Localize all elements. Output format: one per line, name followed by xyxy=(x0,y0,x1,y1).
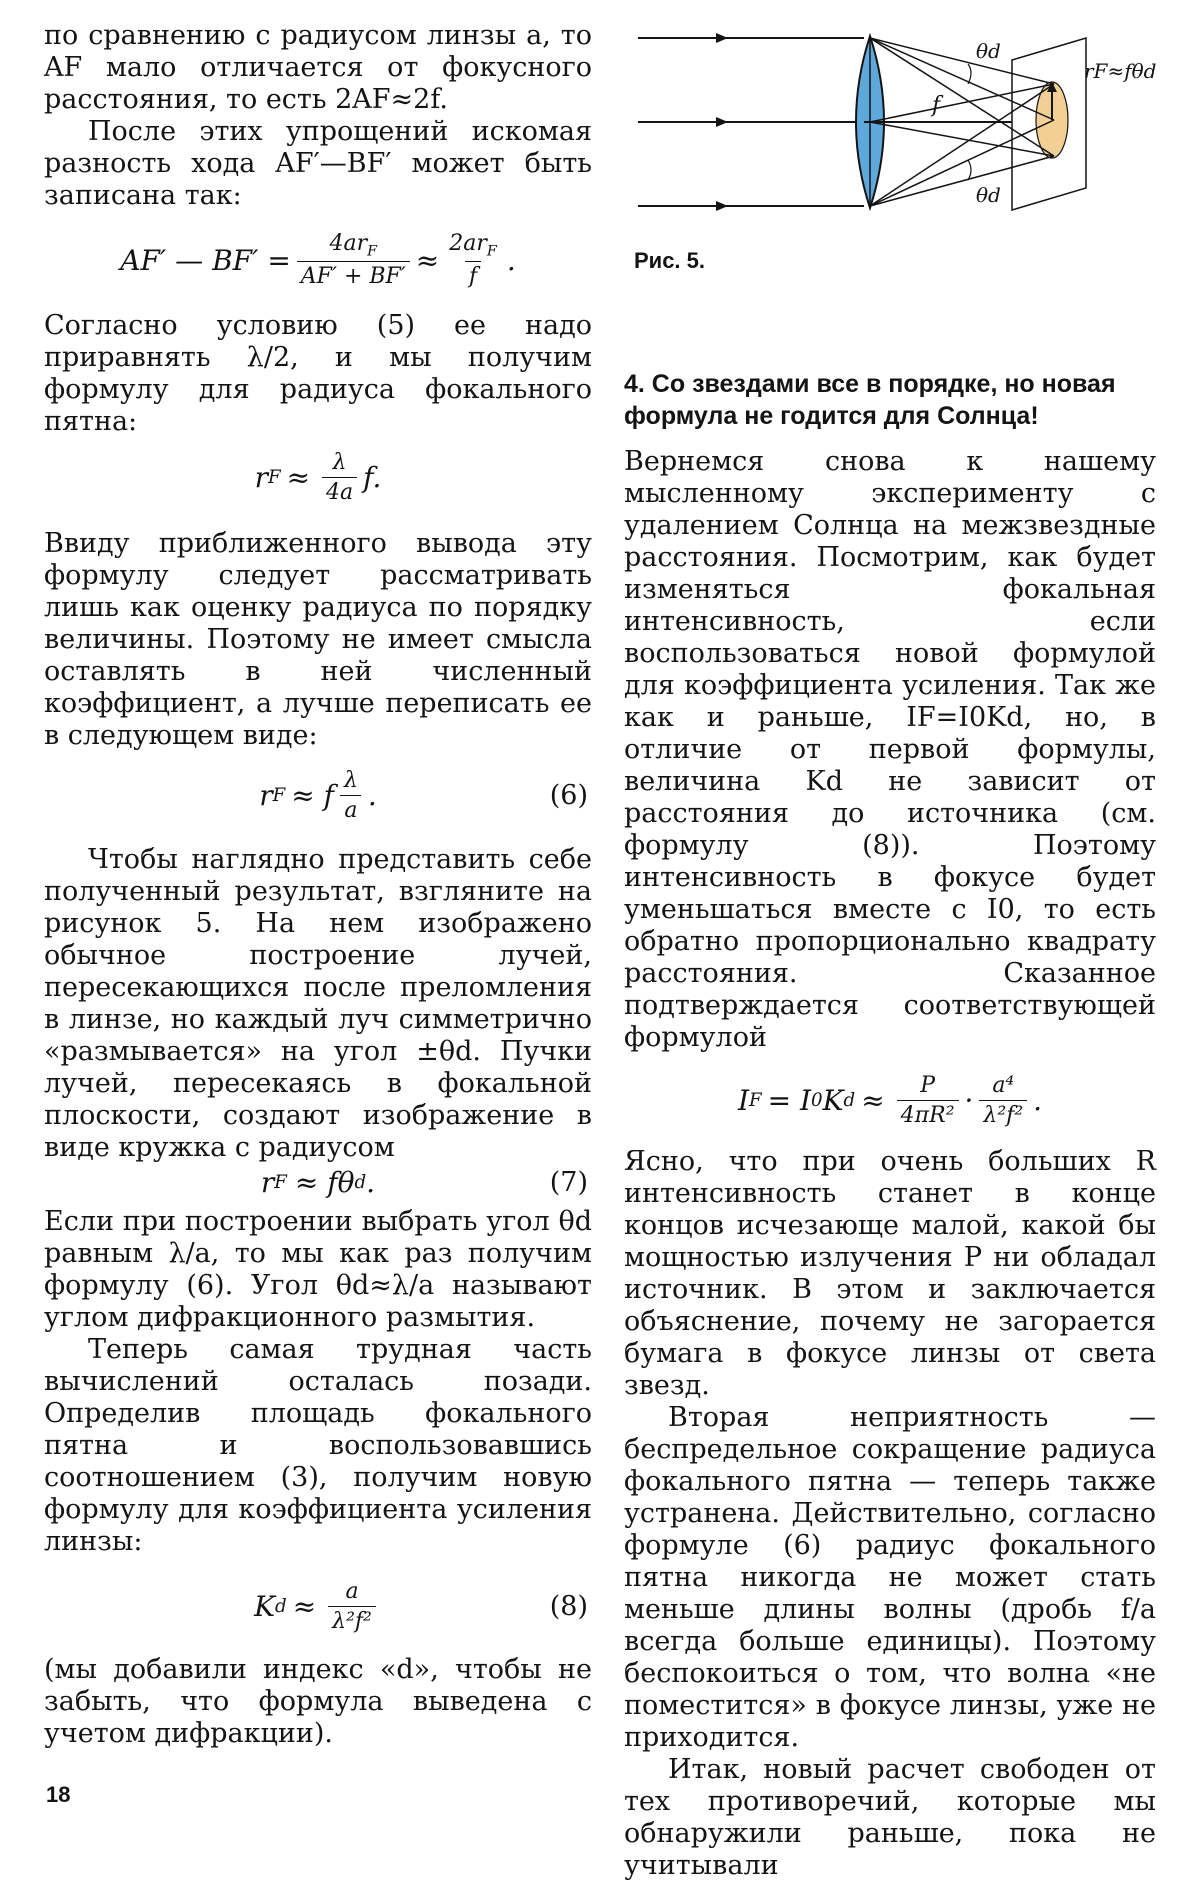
right-column xyxy=(624,20,1156,1882)
formula-lhs: r xyxy=(254,460,268,494)
fraction xyxy=(322,450,357,505)
formula-lhs: r xyxy=(260,1165,275,1199)
equation-number: (8) xyxy=(549,1590,588,1622)
formula-8 xyxy=(44,1558,592,1654)
subscript: d xyxy=(275,1595,287,1617)
formula-lhs: AF′ — BF′ = xyxy=(120,243,291,277)
left-column xyxy=(44,20,592,1750)
formula-rhs: f. xyxy=(363,460,382,494)
formula-end: . xyxy=(366,1165,376,1199)
label-theta-bottom: θd xyxy=(976,183,1001,207)
formula-end: . xyxy=(367,778,377,812)
fraction xyxy=(340,768,362,823)
multiply-dot: · xyxy=(964,1083,974,1117)
label-f: f xyxy=(932,93,941,118)
approx-sign: ≈ xyxy=(861,1083,885,1117)
paragraph-3: Согласно условию (5) ее надо приравнять λ/2, и мы получим формулу для радиуса фокального пятна: xyxy=(44,310,592,437)
subscript: d xyxy=(843,1089,856,1111)
fraction xyxy=(328,1579,376,1634)
paragraph-7: Теперь самая трудная часть вычислений осталась позади. Определив площадь фокального пятна и воспользовавшись соотношением (3), получим новую формулу для коэффициента усиления линзы: xyxy=(44,1334,592,1557)
subscript: F xyxy=(749,1089,762,1111)
fraction-1 xyxy=(897,1073,959,1128)
arrow-head xyxy=(716,117,728,127)
formula-lhs: K xyxy=(254,1589,276,1623)
approx-sign: ≈ xyxy=(292,1589,317,1623)
formula-end: . xyxy=(506,243,516,277)
paragraph-r1: Вернемся снова к нашему мысленному эксперименту с удалением Солнца на межзвездные расстояния. Посмотрим, как будет изменяться фокальная интенсивность, если воспользоваться новой формулой для коэффициента усиления. Так же как и раньше, IF=I0Kd, но, в отличие от первой формулы, величина Kd не зависит от расстояния до источника (см. формулу (8)). Поэтому интенсивность в фокусе будет уменьшаться вместе с I0, то есть обратно пропорционально квадрату расстояния. Сказанное подтверждается соответствующей формулой xyxy=(624,446,1156,1053)
figure-caption: Рис. 5. xyxy=(634,248,706,273)
paragraph-5: Чтобы наглядно представить себе полученный результат, взгляните на рисунок 5. На нем изображено обычное построение лучей, пересекающихся после преломления в линзе, но каждый луч симметрично «размывается» на угол ±θd. Пучки лучей, пересекаясь в фокальной плоскости, создают изображение в виде кружка с радиусом xyxy=(44,844,592,1163)
paragraph-2: После этих упрощений искомая разность хода AF′—BF′ может быть записана так: xyxy=(44,116,592,211)
lens-diagram xyxy=(624,20,1156,280)
angle-arc-top xyxy=(968,64,971,84)
formula-mid: = I xyxy=(767,1083,812,1117)
subscript: F xyxy=(274,1171,287,1193)
formula-7 xyxy=(44,1164,592,1200)
formula-6 xyxy=(44,752,592,838)
section-title: 4. Со звездами все в порядке, но новая формула не годится для Солнца! xyxy=(624,370,1116,430)
fraction-2 xyxy=(979,1073,1027,1128)
formula-rhs: ≈ fθ xyxy=(294,1165,355,1199)
label-theta-top: θd xyxy=(976,39,1001,63)
label-rf: rF≈fθd xyxy=(1084,59,1156,83)
fraction-denominator: λ²f² xyxy=(328,1606,376,1634)
fraction-numerator: a⁴ xyxy=(992,1072,1015,1098)
fraction-denominator: f xyxy=(465,261,481,289)
fraction-denominator: a xyxy=(340,795,361,823)
formula-lhs: r xyxy=(259,778,273,812)
formula-end: . xyxy=(1033,1083,1043,1117)
approx-sign: ≈ xyxy=(415,243,440,277)
subscript: F xyxy=(367,243,378,260)
subscript: F xyxy=(272,784,286,806)
fraction-numerator: P xyxy=(920,1072,935,1098)
fraction-denominator: 4πR² xyxy=(897,1100,959,1128)
formula-path-difference xyxy=(44,220,592,300)
fraction-1 xyxy=(297,231,410,289)
paragraph-8: (мы добавили индекс «d», чтобы не забыть, что формула выведена с учетом дифракции). xyxy=(44,1654,592,1749)
fraction-denominator: 4a xyxy=(322,477,357,505)
formula-focal-radius xyxy=(44,438,592,516)
paragraph-1: по сравнению с радиусом линзы a, то AF мало отличается от фокусного расстояния, то есть 2AF≈2f. xyxy=(44,20,592,115)
fraction-numerator: 4ar xyxy=(329,230,368,256)
fraction-denominator: AF′ + BF′ xyxy=(297,261,410,289)
subscript: d xyxy=(354,1171,367,1193)
approx-sign: ≈ xyxy=(286,460,311,494)
paragraph-4: Ввиду приближенного вывода эту формулу следует рассматривать лишь как оценку радиуса по порядку величины. Поэтому не имеет смысла оставлять в ней численный коэффициент, а лучше переписать ее в следующем виде: xyxy=(44,528,592,751)
subscript: F xyxy=(486,243,497,260)
subscript: F xyxy=(267,466,281,488)
subscript: 0 xyxy=(811,1089,823,1111)
paragraph-r3: Вторая неприятность — беспредельное сокращение радиуса фокального пятна — теперь также устранена. Действительно, согласно формуле (6) радиус фокального пятна никогда не может стать меньше длины волны (дробь f/a всегда больше единицы). Поэтому беспокоиться о том, что волна «не поместится» в фокусе линзы, уже не приходится. xyxy=(624,1402,1156,1753)
arrow-head xyxy=(716,201,728,211)
fraction-denominator: λ²f² xyxy=(979,1100,1027,1128)
paragraph-r4: Итак, новый расчет свободен от тех противоречий, которые мы обнаружили раньше, пока не учитывали xyxy=(624,1754,1156,1881)
approx-sign: ≈ f xyxy=(291,778,334,812)
arrow-head xyxy=(716,33,728,43)
page-number: 18 xyxy=(46,1782,71,1807)
paragraph-6: Если при построении выбрать угол θd равным λ/a, то мы как раз получим формулу (6). Угол θd≈λ/a называют углом дифракционного размытия. xyxy=(44,1206,592,1333)
fraction-numerator: a xyxy=(345,1578,359,1604)
figure-5 xyxy=(624,20,1156,310)
formula-intensity xyxy=(624,1054,1156,1146)
angle-arc-bottom xyxy=(968,160,971,180)
fraction-numerator: 2ar xyxy=(449,230,487,256)
paragraph-r2: Ясно, что при очень больших R интенсивность станет в конце концов исчезающе малой, какой бы мощностью излучения P ни обладал источник. В этом и заключается объяснение, почему не загорается бумага в фокусе линзы от света звезд. xyxy=(624,1146,1156,1401)
fraction-2 xyxy=(445,231,501,289)
formula-lhs: I xyxy=(737,1083,749,1117)
equation-number: (7) xyxy=(549,1166,588,1198)
fraction-numerator: λ xyxy=(343,767,358,793)
equation-number: (6) xyxy=(549,779,588,811)
fraction-numerator: λ xyxy=(332,449,347,475)
formula-k: K xyxy=(822,1083,844,1117)
